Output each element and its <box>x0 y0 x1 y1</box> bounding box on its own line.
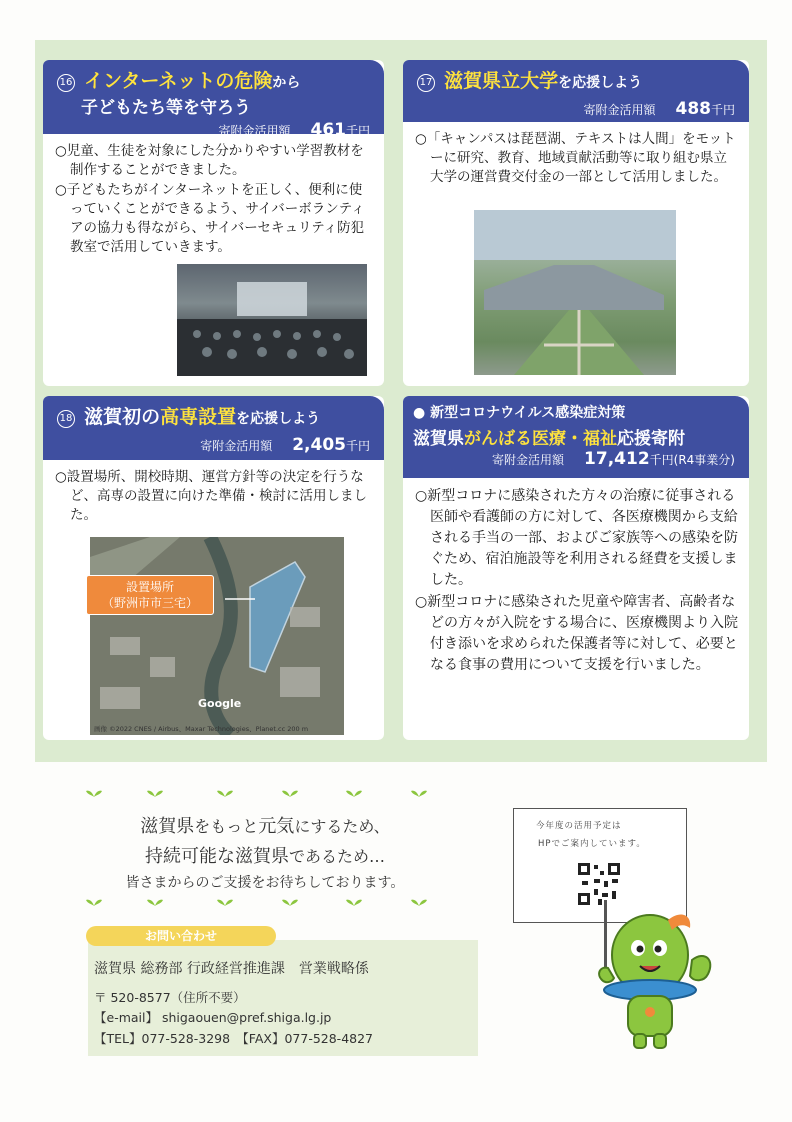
message-line3: 皆さまからのご支援をお待ちしております。 <box>125 875 405 891</box>
amount-row <box>57 435 374 455</box>
amount-label: 寄附金活用額 <box>218 124 291 138</box>
sprout-icon <box>147 896 163 906</box>
sprout-icon <box>282 787 298 797</box>
contact-postal: 〒 520-8577（住所不要） <box>94 990 246 1005</box>
card-top-text: 新型コロナウイルス感染症対策 <box>430 405 626 421</box>
amount-row <box>417 99 739 119</box>
card-title-highlight: がんばる医療・福祉 <box>464 429 617 449</box>
amount-value: 461 <box>310 120 346 140</box>
paragraph: ○新型コロナに感染された児童や障害者、高齢者などの方々が入院をする場合に、医療機関より入院付き添いを求められた保護者等に対して、必要となる食事の費用について支援を行いました。 <box>415 594 738 673</box>
amount-value: 2,405 <box>292 435 346 455</box>
support-message <box>80 812 450 892</box>
map-label-line1: 設置場所 <box>125 580 174 594</box>
amount-label: 寄附金活用額 <box>492 453 565 467</box>
number-badge: 16 <box>57 74 75 92</box>
card-title-line2: 子どもたち等を守ろう <box>81 98 251 118</box>
sprout-icon <box>86 787 102 797</box>
sprout-icon <box>411 896 427 906</box>
message-sustainable: 持続可能な滋賀県 <box>144 846 289 867</box>
card-header <box>43 396 384 460</box>
sprout-icon <box>346 787 362 797</box>
bullet-icon: ● <box>413 405 426 421</box>
paragraph: ○児童、生徒を対象にした分かりやすい学習教材を制作することができました。 <box>55 143 364 178</box>
amount-unit: 千円(R4事業分) <box>649 453 735 467</box>
card-title-prefix: 滋賀県 <box>413 429 464 449</box>
sprout-icon <box>147 787 163 797</box>
mascot-character-icon <box>580 900 730 1050</box>
map-credit: 画像 ©2022 CNES / Airbus、Maxar Technologies、Planet.cc 200 m <box>94 725 309 733</box>
card-title-highlight: 高専設置 <box>160 406 237 428</box>
map-location-label <box>86 575 214 615</box>
message-text: にするため、 <box>294 817 390 836</box>
sprout-icon <box>217 896 233 906</box>
card-header <box>403 396 749 478</box>
contact-department: 滋賀県 総務部 行政経営推進課 営業戦略係 <box>94 961 369 977</box>
card-covid-support <box>403 396 749 740</box>
message-line2 <box>80 842 450 868</box>
sprout-icon <box>217 787 233 797</box>
message-text: をもっと <box>194 817 259 836</box>
card-body <box>43 460 384 525</box>
amount-value: 488 <box>675 99 711 119</box>
paragraph: ○新型コロナに感染された方々の治療に従事される医師や看護師の方に対して、各医療機関から支給される手当の一部、およびご家族等への感染を防ぐため、宿泊施設等を利用される経費を支援しました。 <box>415 488 738 588</box>
card-title-highlight: 滋賀県立大学 <box>444 70 559 92</box>
amount-label: 寄附金活用額 <box>200 439 273 453</box>
google-logo: Google <box>198 697 242 710</box>
message-shiga: 滋賀県 <box>140 816 195 837</box>
message-line1 <box>80 812 450 838</box>
number-badge: 17 <box>417 74 435 92</box>
card-title-suffix: を応援しよう <box>236 411 321 427</box>
paragraph: ○設置場所、開校時期、運営方針等の決定を行うなど、高専の設置に向けた準備・検討に活用しました。 <box>55 469 367 523</box>
sprout-icon <box>411 787 427 797</box>
map-label-line2: （野洲市市三宅） <box>101 596 198 610</box>
card-header <box>43 60 384 140</box>
number-badge: 18 <box>57 410 75 428</box>
card-title-prefix: 滋賀初の <box>84 406 161 428</box>
amount-label: 寄附金活用額 <box>583 103 656 117</box>
sprout-icon <box>282 896 298 906</box>
card-title-suffix: から <box>272 75 301 91</box>
card-title-suffix: を応援しよう <box>558 75 643 91</box>
paragraph: ○「キャンパスは琵琶湖、テキストは人間」をモットーに研究、教育、地域貢献活動等に取り組む県立大学の運営費交付金の一部として活用しました。 <box>415 131 736 185</box>
paragraph: ○子どもたちがインターネットを正しく、便利に使っていくことができるよう、サイバーボランティアの協力も得ながら、サイバーセキュリティ防犯教室で活用していきます。 <box>55 182 365 255</box>
card-title-suffix: 応援寄附 <box>617 429 685 449</box>
hall-illustration <box>177 264 367 376</box>
photo-university-campus <box>474 210 676 375</box>
sprout-icon <box>86 896 102 906</box>
message-genki: 元気 <box>258 816 295 837</box>
photo-classroom-hall <box>177 264 367 376</box>
campus-illustration <box>474 210 676 375</box>
card-title-highlight: インターネットの危険 <box>84 70 273 92</box>
contact-tel-fax: 【TEL】077-528-3298 【FAX】077-528-4827 <box>94 1031 374 1046</box>
card-header <box>403 60 749 122</box>
message-text: であるため… <box>288 847 385 866</box>
card-body <box>43 134 384 257</box>
amount-unit: 千円 <box>345 439 370 453</box>
amount-row <box>413 449 739 469</box>
card-body <box>403 478 749 676</box>
sign-line1: 今年度の活用予定は <box>536 821 622 831</box>
aerial-map <box>90 537 344 735</box>
contact-heading: お問い合わせ <box>86 926 276 946</box>
contact-email: 【e-mail】 shigaouen@pref.shiga.lg.jp <box>94 1010 332 1025</box>
card-top-line <box>413 402 739 422</box>
sign-line2: HPでご案内しています。 <box>538 839 646 849</box>
sprout-icon <box>346 896 362 906</box>
amount-unit: 千円 <box>710 103 735 117</box>
amount-value: 17,412 <box>584 449 650 469</box>
card-body <box>403 122 749 187</box>
amount-unit: 千円 <box>345 124 370 138</box>
